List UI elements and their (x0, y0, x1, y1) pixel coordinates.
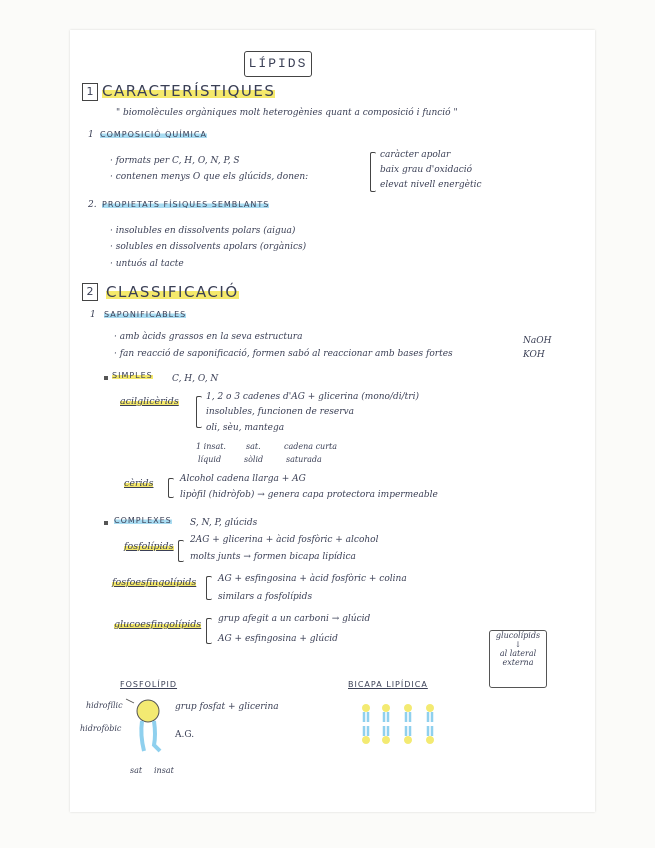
section1-intro: " biomolècules orgàniques molt heterogènies quant a composició i funció " (116, 108, 458, 118)
fosfoesf-item-2: similars a fosfolípids (218, 592, 313, 602)
glucoesf-item-2: AG + esfingosina + glúcid (218, 634, 338, 644)
fosfoesfingolipids-label: fosfoesfingolípids (112, 577, 197, 588)
sub1-heading: COMPOSICIÓ QUÍMICA (100, 130, 207, 139)
hidrofilic-label: hidrofílic (86, 701, 123, 710)
bilayer-icon (356, 700, 446, 748)
acil-note2-2: sòlid (244, 455, 264, 464)
sub2-heading: PROPIETATS FÍSIQUES SEMBLANTS (102, 200, 270, 209)
sub2-item-3: · untuós al tacte (110, 259, 184, 269)
sub1-item-1: · formats per C, H, O, N, P, S (110, 156, 240, 166)
sub1-number: 1 (88, 130, 94, 140)
fosfolipids-label: fosfolípids (124, 541, 174, 552)
sat-label: sat (130, 766, 143, 775)
section1-heading: CARACTERÍSTIQUES (102, 82, 276, 100)
fosfo-item-2: molts junts → formen bicapa lipídica (190, 552, 356, 562)
glucoesfingolipids-label: glucoesfingolípids (114, 619, 202, 630)
hidrofobic-label: hidrofòbic (80, 724, 122, 733)
side-note-box (489, 630, 547, 688)
page-title: LÍPIDS (244, 51, 312, 77)
acil-item-3: oli, sèu, mantega (206, 423, 285, 433)
sub2-item-1: · insolubles en dissolvents polars (aigua) (110, 226, 296, 236)
acilglicerids-label: acilglicèrids (120, 396, 179, 407)
note-line-1: glucolípids (495, 631, 541, 640)
bicapa-label: BICAPA LIPÍDICA (348, 680, 428, 689)
glucoesf-item-1: grup afegit a un carboni → glúcid (218, 614, 371, 624)
acil-note2-3: saturada (286, 455, 322, 464)
base-naoh: NaOH (523, 336, 552, 346)
fosfoesf-item-1: AG + esfingosina + àcid fosfòric + colina (218, 574, 407, 584)
acil-note-2: sat. (246, 442, 261, 451)
section1-number: 1 (82, 83, 98, 101)
fosfolipid-diagram-label: FOSFOLÍPID (120, 680, 178, 689)
acil-brace (196, 396, 202, 428)
saponif-item-2: · fan reacció de saponificació, formen sabó al reaccionar amb bases fortes (114, 349, 453, 359)
section2-number: 2 (82, 283, 98, 301)
acil-item-1: 1, 2 o 3 cadenes d'AG + glicerina (mono/di/tri) (206, 392, 419, 402)
saponif-number: 1 (90, 310, 96, 320)
complexes-label: COMPLEXES (114, 516, 172, 525)
simples-bullet (104, 376, 108, 380)
cerids-label: cèrids (124, 478, 154, 489)
tail-label: A.G. (175, 730, 195, 740)
note-line-3: al lateral (499, 649, 537, 658)
section2-heading: CLASSIFICACIÓ (106, 283, 239, 301)
simples-elements: C, H, O, N (172, 374, 219, 384)
note-line-2: ↓ (514, 640, 522, 649)
acil-note-1: 1 insat. (196, 442, 226, 451)
cerids-item-1: Alcohol cadena llarga + AG (180, 474, 306, 484)
cerids-item-2: lipòfil (hidròfob) → genera capa protectora impermeable (180, 490, 438, 500)
note-line-4: externa (502, 658, 534, 667)
glucoesf-brace (206, 618, 212, 644)
brace-item-1: caràcter apolar (380, 150, 451, 160)
sub1-item-2: · contenen menys O que els glúcids, donen: (110, 172, 309, 182)
brace-item-2: baix grau d'oxidació (380, 165, 473, 175)
fosfo-brace (178, 540, 184, 562)
sub2-item-2: · solubles en dissolvents apolars (orgànics) (110, 242, 307, 252)
base-koh: KOH (523, 350, 545, 360)
complexes-bullet (104, 521, 108, 525)
insat-label: insat (154, 766, 174, 775)
sub2-number: 2. (88, 200, 97, 210)
head-label: grup fosfat + glicerina (175, 702, 279, 712)
brace-item-3: elevat nivell energètic (380, 180, 482, 190)
complexes-elements: S, N, P, glúcids (190, 518, 258, 528)
brace (370, 152, 376, 192)
cerids-brace (168, 478, 174, 498)
acil-note-3: cadena curta (284, 442, 338, 451)
acil-item-2: insolubles, funcionen de reserva (206, 407, 355, 417)
saponif-item-1: · amb àcids grassos en la seva estructura (114, 332, 303, 342)
simples-label: SIMPLES (112, 371, 153, 380)
phospholipid-icon (120, 695, 180, 755)
fosfo-item-1: 2AG + glicerina + àcid fosfòric + alcohol (190, 535, 379, 545)
acil-note2-1: líquid (198, 455, 222, 464)
saponif-heading: SAPONIFICABLES (104, 310, 187, 319)
fosfoesf-brace (206, 576, 212, 600)
